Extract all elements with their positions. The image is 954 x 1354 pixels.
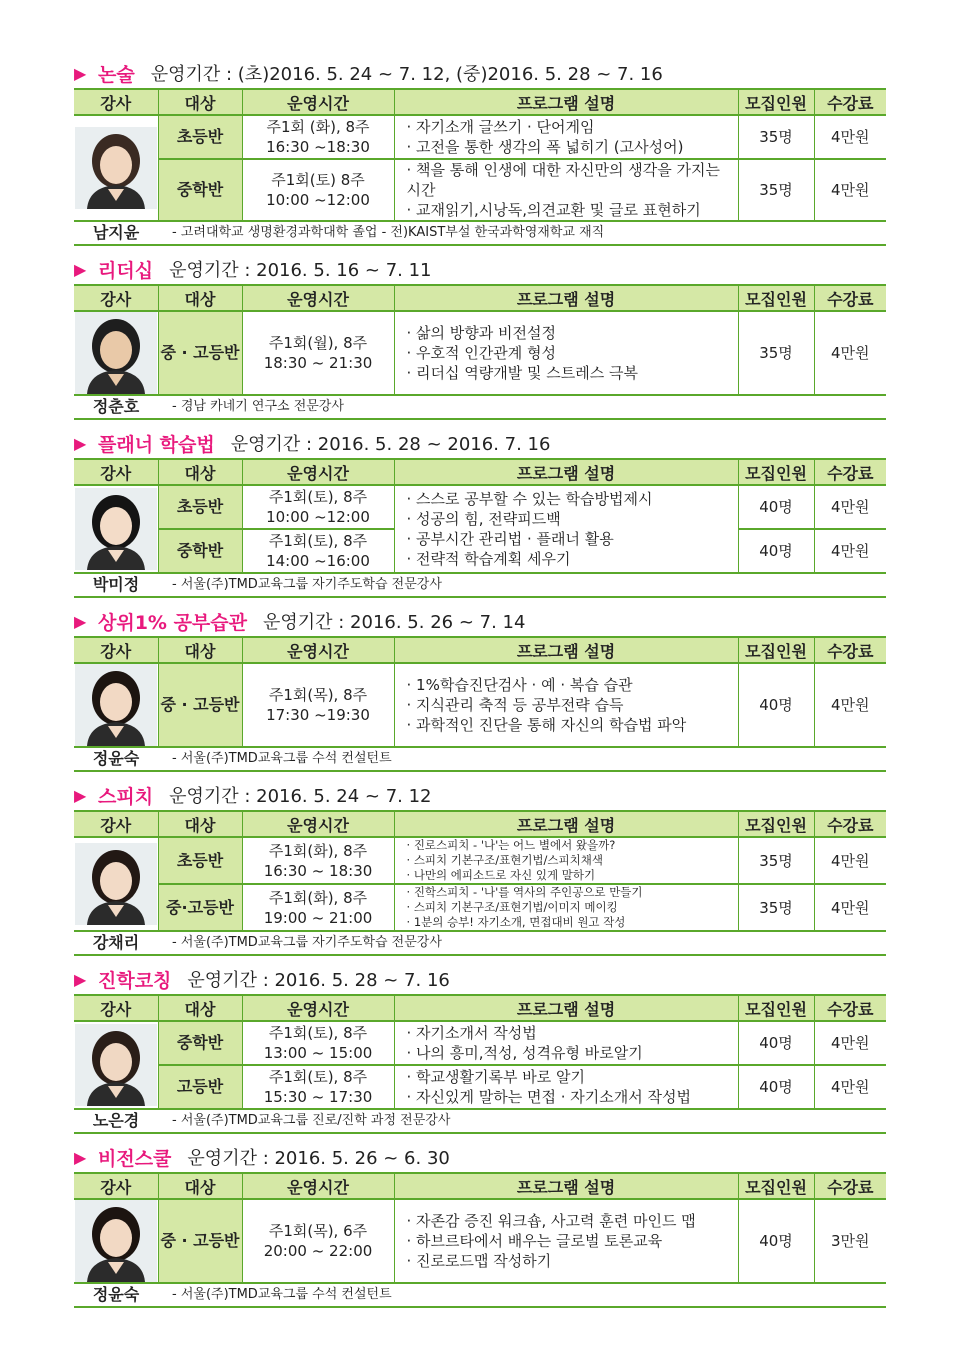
schedule-table	[74, 636, 886, 772]
table-row	[74, 1021, 886, 1065]
program-description	[394, 837, 738, 884]
schedule-table	[74, 458, 886, 598]
section-title: 비전스쿨	[98, 1147, 172, 1170]
time-cell	[242, 311, 394, 395]
description-line: · 리더십 역량개발 및 스트레스 극복	[407, 363, 738, 383]
instructor-row	[74, 1283, 886, 1307]
section-title: 진학코칭	[98, 969, 172, 992]
table-header-row	[74, 89, 886, 115]
time-days: 주1회(목), 8주	[268, 686, 368, 704]
time-cell	[242, 1021, 394, 1065]
description-line: · 진로로드맵 작성하기	[407, 1251, 738, 1271]
instructor-name: 노은경	[74, 1109, 158, 1133]
program-section	[74, 254, 886, 420]
column-header: 수강료	[814, 811, 886, 837]
instructor-photo	[75, 312, 157, 394]
instructor-photo	[75, 843, 157, 925]
target-cell: 중학반	[158, 1021, 242, 1065]
column-header: 강사	[74, 1173, 158, 1199]
description-line: · 고전을 통한 생각의 폭 넓히기 (고사성어)	[407, 137, 738, 157]
description-line: · 삶의 방향과 비전설정	[407, 323, 738, 343]
table-row	[74, 663, 886, 747]
description-line: · 진학스피치 - '나'를 역사의 주인공으로 만들기	[407, 885, 738, 900]
column-header: 모집인원	[738, 637, 814, 663]
tuition-fee: 4만원	[814, 663, 886, 747]
program-description	[394, 1065, 738, 1109]
enrollment-count: 35명	[738, 837, 814, 884]
column-header: 운영시간	[242, 1173, 394, 1199]
section-period: 운영기간 : 2016. 5. 28 ~ 2016. 7. 16	[230, 434, 551, 455]
time-cell	[242, 159, 394, 221]
section-heading	[74, 964, 886, 994]
time-cell	[242, 115, 394, 159]
column-header: 대상	[158, 995, 242, 1021]
column-header: 운영시간	[242, 89, 394, 115]
enrollment-count: 35명	[738, 884, 814, 931]
instructor-row	[74, 395, 886, 419]
schedule-table	[74, 284, 886, 420]
section-title: 리더십	[98, 259, 154, 282]
table-header-row	[74, 995, 886, 1021]
column-header: 모집인원	[738, 1173, 814, 1199]
enrollment-count: 40명	[738, 1021, 814, 1065]
program-description	[394, 485, 738, 573]
column-header: 수강료	[814, 89, 886, 115]
program-description	[394, 159, 738, 221]
table-row	[74, 1199, 886, 1283]
column-header: 프로그램 설명	[394, 637, 738, 663]
enrollment-count: 40명	[738, 1199, 814, 1283]
column-header: 강사	[74, 995, 158, 1021]
table-header-row	[74, 637, 886, 663]
program-section	[74, 780, 886, 956]
instructor-bio: - 서울(주)TMD교육그룹 수석 컨설턴트	[158, 1283, 886, 1307]
tuition-fee: 4만원	[814, 1065, 886, 1109]
instructor-row	[74, 573, 886, 597]
column-header: 프로그램 설명	[394, 89, 738, 115]
schedule-table	[74, 994, 886, 1134]
instructor-row	[74, 931, 886, 955]
program-description	[394, 311, 738, 395]
description-line: · 스스로 공부할 수 있는 학습방법제시	[407, 489, 738, 509]
section-heading	[74, 1142, 886, 1172]
description-line: · 교재읽기,시낭독,의견교환 및 글로 표현하기	[407, 200, 738, 220]
instructor-bio: - 서울(주)TMD교육그룹 자기주도학습 전문강사	[158, 931, 886, 955]
description-line: · 1%학습진단검사 · 예 · 복습 습관	[407, 675, 738, 695]
time-days: 주1회(목), 6주	[268, 1222, 368, 1240]
column-header: 대상	[158, 285, 242, 311]
program-section	[74, 58, 886, 246]
program-section	[74, 1142, 886, 1308]
target-cell: 초등반	[158, 115, 242, 159]
target-cell: 중 · 고등반	[158, 1199, 242, 1283]
time-days: 주1회(토), 8주	[268, 1068, 368, 1086]
table-row	[74, 115, 886, 159]
table-row	[74, 311, 886, 395]
table-row	[74, 485, 886, 529]
column-header: 대상	[158, 89, 242, 115]
target-cell: 중 · 고등반	[158, 311, 242, 395]
enrollment-count: 40명	[738, 1065, 814, 1109]
instructor-bio: - 경남 카네기 연구소 전문강사	[158, 395, 886, 419]
description-line: · 자신있게 말하는 면접 · 자기소개서 작성법	[407, 1087, 738, 1107]
column-header: 수강료	[814, 637, 886, 663]
description-line: · 나만의 에피소드로 자신 있게 말하기	[407, 868, 738, 883]
program-description	[394, 1021, 738, 1065]
description-line: · 성공의 힘, 전략피드백	[407, 509, 738, 529]
target-cell: 초등반	[158, 837, 242, 884]
description-line: · 과학적인 진단을 통해 자신의 학습법 파악	[407, 715, 738, 735]
column-header: 운영시간	[242, 285, 394, 311]
time-cell	[242, 884, 394, 931]
program-description	[394, 1199, 738, 1283]
time-days: 주1회 (화), 8주	[266, 118, 370, 136]
instructor-photo-cell	[74, 311, 158, 395]
triangle-bullet-icon: ▶	[74, 433, 87, 453]
tuition-fee: 4만원	[814, 159, 886, 221]
target-cell: 중학반	[158, 159, 242, 221]
column-header: 프로그램 설명	[394, 995, 738, 1021]
instructor-photo-cell	[74, 1199, 158, 1283]
column-header: 운영시간	[242, 637, 394, 663]
description-line: · 스피치 기본구조/표현기법/스피치채색	[407, 853, 738, 868]
instructor-photo-cell	[74, 837, 158, 931]
program-section	[74, 606, 886, 772]
table-row	[74, 837, 886, 884]
time-hours: 10:00 ~12:00	[266, 508, 370, 526]
enrollment-count: 35명	[738, 311, 814, 395]
time-days: 주1회(토), 8주	[268, 532, 368, 550]
time-hours: 16:30 ~18:30	[266, 138, 370, 156]
time-days: 주1회(화), 8주	[268, 841, 368, 860]
column-header: 모집인원	[738, 459, 814, 485]
time-cell	[242, 1199, 394, 1283]
target-cell: 초등반	[158, 485, 242, 529]
time-hours: 10:00 ~12:00	[266, 191, 370, 209]
section-title: 논술	[98, 63, 135, 86]
description-line: · 1분의 승부! 자기소개, 면접대비 원고 작성	[407, 915, 738, 930]
schedule-document	[74, 58, 886, 1308]
column-header: 수강료	[814, 285, 886, 311]
time-cell	[242, 837, 394, 884]
instructor-bio: - 서울(주)TMD교육그룹 수석 컨설턴트	[158, 747, 886, 771]
tuition-fee: 4만원	[814, 1021, 886, 1065]
instructor-row	[74, 1109, 886, 1133]
time-hours: 16:30 ~ 18:30	[263, 861, 373, 880]
description-line: · 공부시간 관리법 · 플래너 활용	[407, 529, 738, 549]
instructor-photo-cell	[74, 485, 158, 573]
instructor-bio: - 고려대학교 생명환경과학대학 졸업 - 전)KAIST부설 한국과학영재학교 재직	[158, 221, 886, 245]
section-title: 상위1% 공부습관	[98, 611, 247, 634]
program-section	[74, 428, 886, 598]
instructor-row	[74, 747, 886, 771]
column-header: 모집인원	[738, 811, 814, 837]
column-header: 대상	[158, 811, 242, 837]
section-period: 운영기간 : 2016. 5. 28 ~ 7. 16	[187, 970, 450, 991]
time-cell	[242, 529, 394, 573]
triangle-bullet-icon: ▶	[74, 63, 87, 83]
column-header: 운영시간	[242, 459, 394, 485]
enrollment-count: 40명	[738, 529, 814, 573]
section-heading	[74, 606, 886, 636]
tuition-fee: 4만원	[814, 311, 886, 395]
description-line: · 진로스피치 - '나'는 어느 별에서 왔을까?	[407, 838, 738, 853]
instructor-photo	[75, 488, 157, 570]
target-cell: 중학반	[158, 529, 242, 573]
instructor-photo-cell	[74, 1021, 158, 1109]
column-header: 운영시간	[242, 995, 394, 1021]
instructor-bio: - 서울(주)TMD교육그룹 진로/진학 과정 전문강사	[158, 1109, 886, 1133]
column-header: 강사	[74, 89, 158, 115]
instructor-photo-cell	[74, 663, 158, 747]
time-hours: 13:00 ~ 15:00	[263, 1044, 373, 1062]
description-line: · 우호적 인간관계 형성	[407, 343, 738, 363]
enrollment-count: 40명	[738, 663, 814, 747]
enrollment-count: 40명	[738, 485, 814, 529]
instructor-name: 강채리	[74, 931, 158, 955]
column-header: 프로그램 설명	[394, 1173, 738, 1199]
enrollment-count: 35명	[738, 115, 814, 159]
time-cell	[242, 1065, 394, 1109]
time-hours: 15:30 ~ 17:30	[263, 1088, 373, 1106]
table-row	[74, 884, 886, 931]
time-hours: 19:00 ~ 21:00	[263, 908, 373, 927]
time-hours: 18:30 ~ 21:30	[263, 354, 373, 372]
column-header: 수강료	[814, 995, 886, 1021]
tuition-fee: 4만원	[814, 884, 886, 931]
description-line: · 하브르타에서 배우는 글로벌 토론교육	[407, 1231, 738, 1251]
section-heading	[74, 780, 886, 810]
instructor-photo	[75, 1200, 157, 1282]
column-header: 모집인원	[738, 285, 814, 311]
table-row	[74, 159, 886, 221]
triangle-bullet-icon: ▶	[74, 969, 87, 989]
column-header: 수강료	[814, 459, 886, 485]
instructor-name: 박미정	[74, 573, 158, 597]
instructor-photo-cell	[74, 115, 158, 221]
column-header: 프로그램 설명	[394, 459, 738, 485]
time-days: 주1회(토), 8주	[268, 488, 368, 506]
enrollment-count: 35명	[738, 159, 814, 221]
description-line: · 책을 통해 인생에 대한 자신만의 생각을 가지는 시간	[407, 160, 738, 200]
column-header: 강사	[74, 637, 158, 663]
instructor-name: 남지윤	[74, 221, 158, 245]
schedule-table	[74, 810, 886, 956]
time-days: 주1회(토), 8주	[268, 1024, 368, 1042]
column-header: 프로그램 설명	[394, 811, 738, 837]
triangle-bullet-icon: ▶	[74, 259, 87, 279]
description-line: · 스피치 기본구조/표현기법/이미지 메이킹	[407, 900, 738, 915]
instructor-name: 정윤숙	[74, 747, 158, 771]
schedule-table	[74, 88, 886, 246]
time-hours: 20:00 ~ 22:00	[263, 1242, 373, 1260]
tuition-fee: 4만원	[814, 837, 886, 884]
program-description	[394, 663, 738, 747]
description-line: · 자존감 증진 워크숍, 사고력 훈련 마인드 맵	[407, 1211, 738, 1231]
description-line: · 자기소개 글쓰기 · 단어게임	[407, 117, 738, 137]
section-period: 운영기간 : 2016. 5. 26 ~ 7. 14	[263, 612, 526, 633]
instructor-photo	[75, 664, 157, 746]
column-header: 강사	[74, 285, 158, 311]
column-header: 대상	[158, 459, 242, 485]
instructor-bio: - 서울(주)TMD교육그룹 자기주도학습 전문강사	[158, 573, 886, 597]
target-cell: 중·고등반	[158, 884, 242, 931]
description-line: · 학교생활기록부 바로 알기	[407, 1067, 738, 1087]
column-header: 강사	[74, 811, 158, 837]
section-title: 스피치	[98, 785, 154, 808]
target-cell: 중 · 고등반	[158, 663, 242, 747]
column-header: 프로그램 설명	[394, 285, 738, 311]
time-hours: 17:30 ~19:30	[266, 706, 370, 724]
table-header-row	[74, 811, 886, 837]
program-description	[394, 884, 738, 931]
section-period: 운영기간 : 2016. 5. 24 ~ 7. 12	[169, 786, 432, 807]
instructor-name: 정춘호	[74, 395, 158, 419]
column-header: 수강료	[814, 1173, 886, 1199]
description-line: · 전략적 학습계획 세우기	[407, 549, 738, 569]
instructor-photo	[75, 127, 157, 209]
triangle-bullet-icon: ▶	[74, 1147, 87, 1167]
tuition-fee: 4만원	[814, 485, 886, 529]
section-heading	[74, 254, 886, 284]
program-description	[394, 115, 738, 159]
time-days: 주1회(월), 8주	[268, 334, 368, 352]
instructor-photo	[75, 1024, 157, 1106]
time-hours: 14:00 ~16:00	[266, 552, 370, 570]
column-header: 모집인원	[738, 995, 814, 1021]
instructor-row	[74, 221, 886, 245]
tuition-fee: 3만원	[814, 1199, 886, 1283]
tuition-fee: 4만원	[814, 115, 886, 159]
column-header: 대상	[158, 1173, 242, 1199]
instructor-name: 정윤숙	[74, 1283, 158, 1307]
triangle-bullet-icon: ▶	[74, 611, 87, 631]
time-days: 주1회(화), 8주	[268, 888, 368, 907]
time-cell	[242, 663, 394, 747]
section-heading	[74, 58, 886, 88]
section-title: 플래너 학습법	[98, 433, 215, 456]
time-cell	[242, 485, 394, 529]
description-line: · 자기소개서 작성법	[407, 1023, 738, 1043]
description-line: · 지식관리 축적 등 공부전략 습득	[407, 695, 738, 715]
column-header: 강사	[74, 459, 158, 485]
table-header-row	[74, 1173, 886, 1199]
target-cell: 고등반	[158, 1065, 242, 1109]
tuition-fee: 4만원	[814, 529, 886, 573]
section-period: 운영기간 : 2016. 5. 16 ~ 7. 11	[169, 260, 432, 281]
table-row	[74, 1065, 886, 1109]
column-header: 운영시간	[242, 811, 394, 837]
column-header: 모집인원	[738, 89, 814, 115]
table-header-row	[74, 285, 886, 311]
schedule-table	[74, 1172, 886, 1308]
table-header-row	[74, 459, 886, 485]
section-period: 운영기간 : 2016. 5. 26 ~ 6. 30	[187, 1148, 450, 1169]
section-period: 운영기간 : (초)2016. 5. 24 ~ 7. 12, (중)2016. 5. 28 ~ 7. 16	[150, 64, 663, 85]
section-heading	[74, 428, 886, 458]
triangle-bullet-icon: ▶	[74, 785, 87, 805]
description-line: · 나의 흥미,적성, 성격유형 바로알기	[407, 1043, 738, 1063]
time-days: 주1회(토) 8주	[271, 171, 365, 189]
column-header: 대상	[158, 637, 242, 663]
program-section	[74, 964, 886, 1134]
